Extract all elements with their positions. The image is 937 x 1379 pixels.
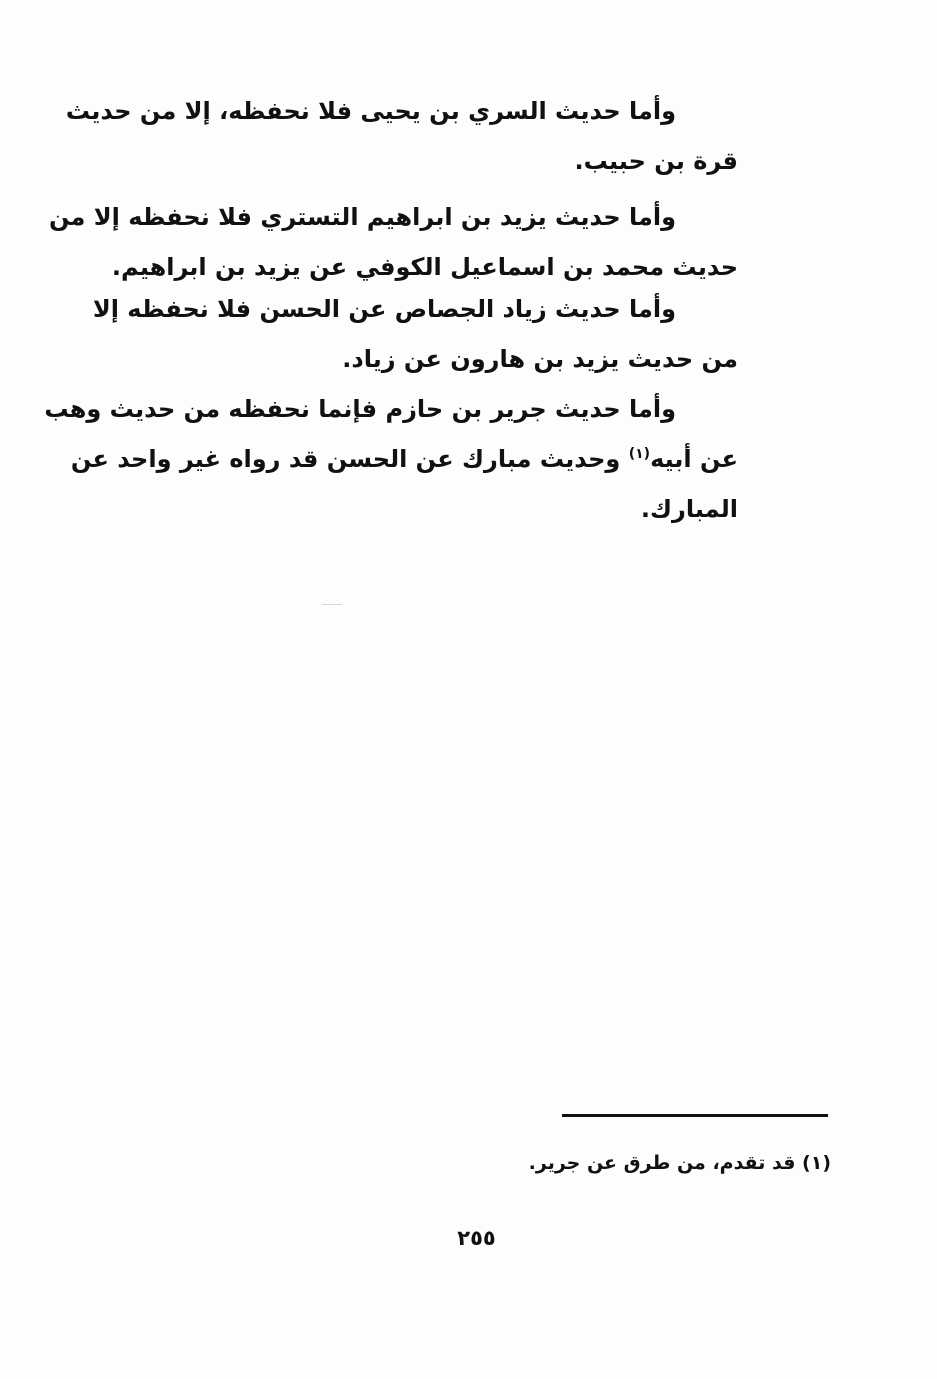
paragraph-4 bbox=[44, 384, 738, 534]
paragraph-2 bbox=[48, 192, 738, 292]
scan-speck bbox=[322, 604, 342, 605]
footnote: (١) قد تقدم، من طرق عن جرير. bbox=[528, 1152, 831, 1174]
paragraph-4-line-2-rest: وحديث مبارك عن الحسن قد رواه غير واحد عن bbox=[70, 445, 621, 473]
paragraph-2-line-2: حديث محمد بن اسماعيل الكوفي عن يزيد بن ابراهيم. bbox=[111, 253, 738, 281]
paragraph-3-line-2: من حديث يزيد بن هارون عن زياد. bbox=[342, 345, 738, 373]
page-number: ٢٥٥ bbox=[457, 1226, 496, 1250]
paragraph-4-line-2 bbox=[70, 434, 738, 484]
paragraph-4-line-3: المبارك. bbox=[640, 495, 738, 523]
paragraph-1-line-1: وأما حديث السري بن يحيى فلا نحفظه، إلا من حديث bbox=[65, 97, 676, 125]
paragraph-4-line-2-prefix: عن أبيه bbox=[650, 445, 738, 473]
paragraph-4-line-1: وأما حديث جرير بن حازم فإنما نحفظه من حديث وهب bbox=[44, 395, 676, 423]
paragraph-1-line-2: قرة بن حبيب. bbox=[574, 147, 738, 175]
paragraph-3-line-1: وأما حديث زياد الجصاص عن الحسن فلا نحفظه إلا bbox=[92, 295, 676, 323]
paragraph-1 bbox=[65, 86, 738, 186]
footnote-reference-marker: (١) bbox=[628, 446, 651, 462]
footnote-divider bbox=[562, 1114, 828, 1117]
paragraph-3 bbox=[92, 284, 738, 384]
paragraph-2-line-1: وأما حديث يزيد بن ابراهيم التستري فلا نحفظه إلا من bbox=[48, 203, 676, 231]
